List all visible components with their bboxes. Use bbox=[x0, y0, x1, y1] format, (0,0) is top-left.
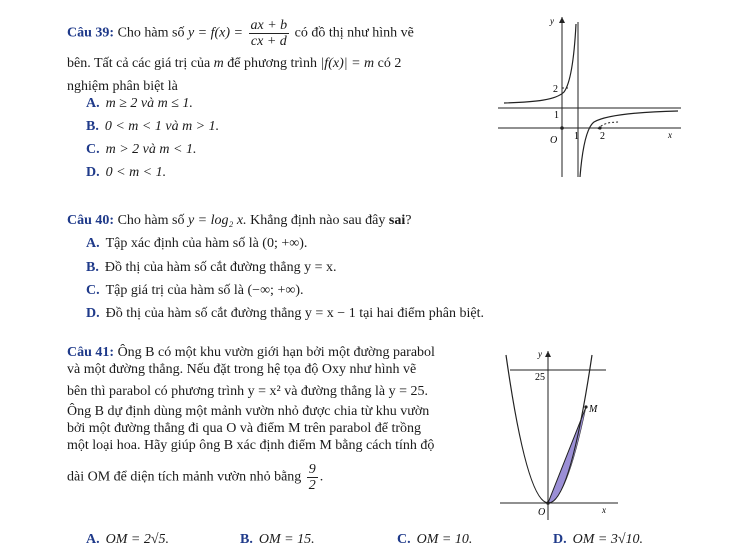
q39-frac-num: ax + b bbox=[250, 18, 288, 33]
q39-eq: |f(x)| = m bbox=[320, 56, 375, 71]
q40-label: Câu 40: bbox=[67, 213, 115, 228]
q41-label: Câu 41: bbox=[67, 345, 115, 360]
q39-line2 bbox=[67, 55, 401, 73]
q40-qmark: ? bbox=[405, 213, 412, 228]
q41-text7a: dài OM để diện tích mảnh vườn nhỏ bằng bbox=[67, 469, 302, 485]
q40-option-b-letter: B. bbox=[86, 260, 99, 275]
q39-fraction bbox=[249, 18, 290, 49]
q40-option-a-text: Tập xác định của hàm số là (0; +∞). bbox=[105, 236, 308, 251]
q39-option-b-letter: B. bbox=[86, 119, 99, 134]
q40-option-c-text: Tập giá trị của hàm số là (−∞; +∞). bbox=[105, 283, 304, 298]
q41-text7b: . bbox=[319, 469, 324, 485]
q40-option-d-letter: D. bbox=[86, 306, 100, 321]
q39-option-c[interactable] bbox=[86, 141, 196, 159]
q41-tick-25: 25 bbox=[535, 372, 545, 383]
q40-text1: Cho hàm số bbox=[117, 213, 185, 228]
q39-tick-y2: 2 bbox=[553, 84, 558, 95]
q41-line1 bbox=[67, 344, 435, 362]
q41-frac-den: 2 bbox=[308, 478, 316, 493]
q39-origin-label: O bbox=[550, 135, 558, 146]
q39-option-b-text: 0 < m < 1 và m > 1. bbox=[104, 119, 220, 134]
q40-option-a[interactable] bbox=[86, 235, 307, 253]
q41-option-a-text: OM = 2√5. bbox=[105, 532, 170, 547]
q41-option-d-letter: D. bbox=[553, 532, 567, 547]
q39-graph bbox=[496, 12, 686, 182]
q39-tick-y1: 1 bbox=[554, 110, 559, 121]
q39-option-d[interactable] bbox=[86, 164, 166, 182]
q41-line4: Ông B dự định dùng một mảnh vườn nhỏ được chia từ khu vườn bbox=[67, 404, 430, 419]
q40-bold-sai: sai bbox=[388, 213, 406, 228]
q41-chord-om bbox=[548, 407, 586, 503]
q40-option-d-text: Đồ thị của hàm số cắt đường thẳng y = x − 1 tại hai điểm phân biệt. bbox=[105, 306, 484, 321]
q39-option-a[interactable] bbox=[86, 95, 193, 113]
q39-line1 bbox=[67, 18, 414, 49]
q41-option-d-text: OM = 3√10. bbox=[572, 532, 644, 547]
q41-frac-num: 9 bbox=[308, 462, 316, 477]
q41-line2: và một đường thẳng. Nếu đặt trong hệ tọa độ Oxy như hình vẽ bbox=[67, 362, 417, 377]
q41-option-b[interactable] bbox=[240, 531, 315, 549]
q41-option-b-letter: B. bbox=[240, 532, 253, 547]
q39-option-d-text: 0 < m < 1. bbox=[105, 165, 167, 180]
q39-text2b: để phương trình bbox=[227, 56, 317, 71]
q39-text2a: bên. Tất cả các giá trị của bbox=[67, 56, 211, 71]
q40-option-c-letter: C. bbox=[86, 283, 100, 298]
q41-y-label: y bbox=[538, 349, 542, 359]
q41-graph bbox=[498, 345, 628, 523]
q39-option-d-letter: D. bbox=[86, 165, 100, 180]
q41-point-m: M bbox=[589, 404, 598, 415]
q39-y-label: y bbox=[550, 16, 554, 26]
q41-text1: Ông B có một khu vườn giới hạn bởi một đường parabol bbox=[117, 345, 435, 360]
q39-option-a-letter: A. bbox=[86, 96, 100, 111]
q39-option-a-text: m ≥ 2 và m ≤ 1. bbox=[105, 96, 193, 111]
q39-var-m: m bbox=[213, 56, 224, 71]
q41-x-label: x bbox=[602, 505, 606, 515]
q39-curve-right-branch bbox=[580, 111, 678, 177]
q39-tick-x1: 1 bbox=[574, 131, 579, 142]
q41-option-d[interactable] bbox=[553, 531, 643, 549]
q41-option-a[interactable] bbox=[86, 531, 169, 549]
q39-option-c-text: m > 2 và m < 1. bbox=[105, 142, 197, 157]
q39-text1: Cho hàm số bbox=[117, 25, 185, 41]
q40-option-a-letter: A. bbox=[86, 236, 100, 251]
q40-line1 bbox=[67, 212, 411, 230]
q40-text2: Khẳng định nào sau đây bbox=[250, 213, 386, 228]
q41-fraction bbox=[307, 462, 318, 493]
q39-option-c-letter: C. bbox=[86, 142, 100, 157]
q41-option-c-text: OM = 10. bbox=[416, 532, 473, 547]
q39-text1b: có đồ thị như hình vẽ bbox=[294, 25, 414, 41]
q40-func: y = log₂ x. bbox=[187, 213, 247, 228]
q41-option-c[interactable] bbox=[397, 531, 472, 549]
q41-line6: một loại hoa. Hãy giúp ông B xác định điểm M bằng cách tính độ bbox=[67, 438, 435, 453]
q41-line5: bởi một đường thẳng đi qua O và điểm M trên parabol để trồng bbox=[67, 421, 422, 436]
q41-option-a-letter: A. bbox=[86, 532, 100, 547]
q40-option-b-text: Đồ thị của hàm số cắt đường thẳng y = x. bbox=[104, 260, 337, 275]
q39-text2c: có 2 bbox=[377, 56, 402, 71]
q41-line7 bbox=[67, 462, 323, 493]
q39-frac-den: cx + d bbox=[250, 34, 287, 49]
q39-x-label: x bbox=[668, 130, 672, 140]
q41-parabola bbox=[506, 355, 592, 503]
q39-option-b[interactable] bbox=[86, 118, 219, 136]
q41-option-b-text: OM = 15. bbox=[258, 532, 315, 547]
q40-option-c[interactable] bbox=[86, 282, 303, 300]
q39-curve-left-branch bbox=[504, 24, 576, 103]
q39-line3: nghiệm phân biệt là bbox=[67, 79, 178, 94]
q39-tick-x2: 2 bbox=[600, 131, 605, 142]
q40-option-d[interactable] bbox=[86, 305, 484, 323]
q39-label: Câu 39: bbox=[67, 25, 115, 41]
q41-line3: bên thì parabol có phương trình y = x² và đường thẳng là y = 25. bbox=[67, 384, 429, 399]
q41-option-c-letter: C. bbox=[397, 532, 411, 547]
q39-func-lhs: y = f(x) = bbox=[187, 25, 243, 41]
q41-origin-label: O bbox=[538, 507, 546, 518]
q40-option-b[interactable] bbox=[86, 259, 337, 277]
